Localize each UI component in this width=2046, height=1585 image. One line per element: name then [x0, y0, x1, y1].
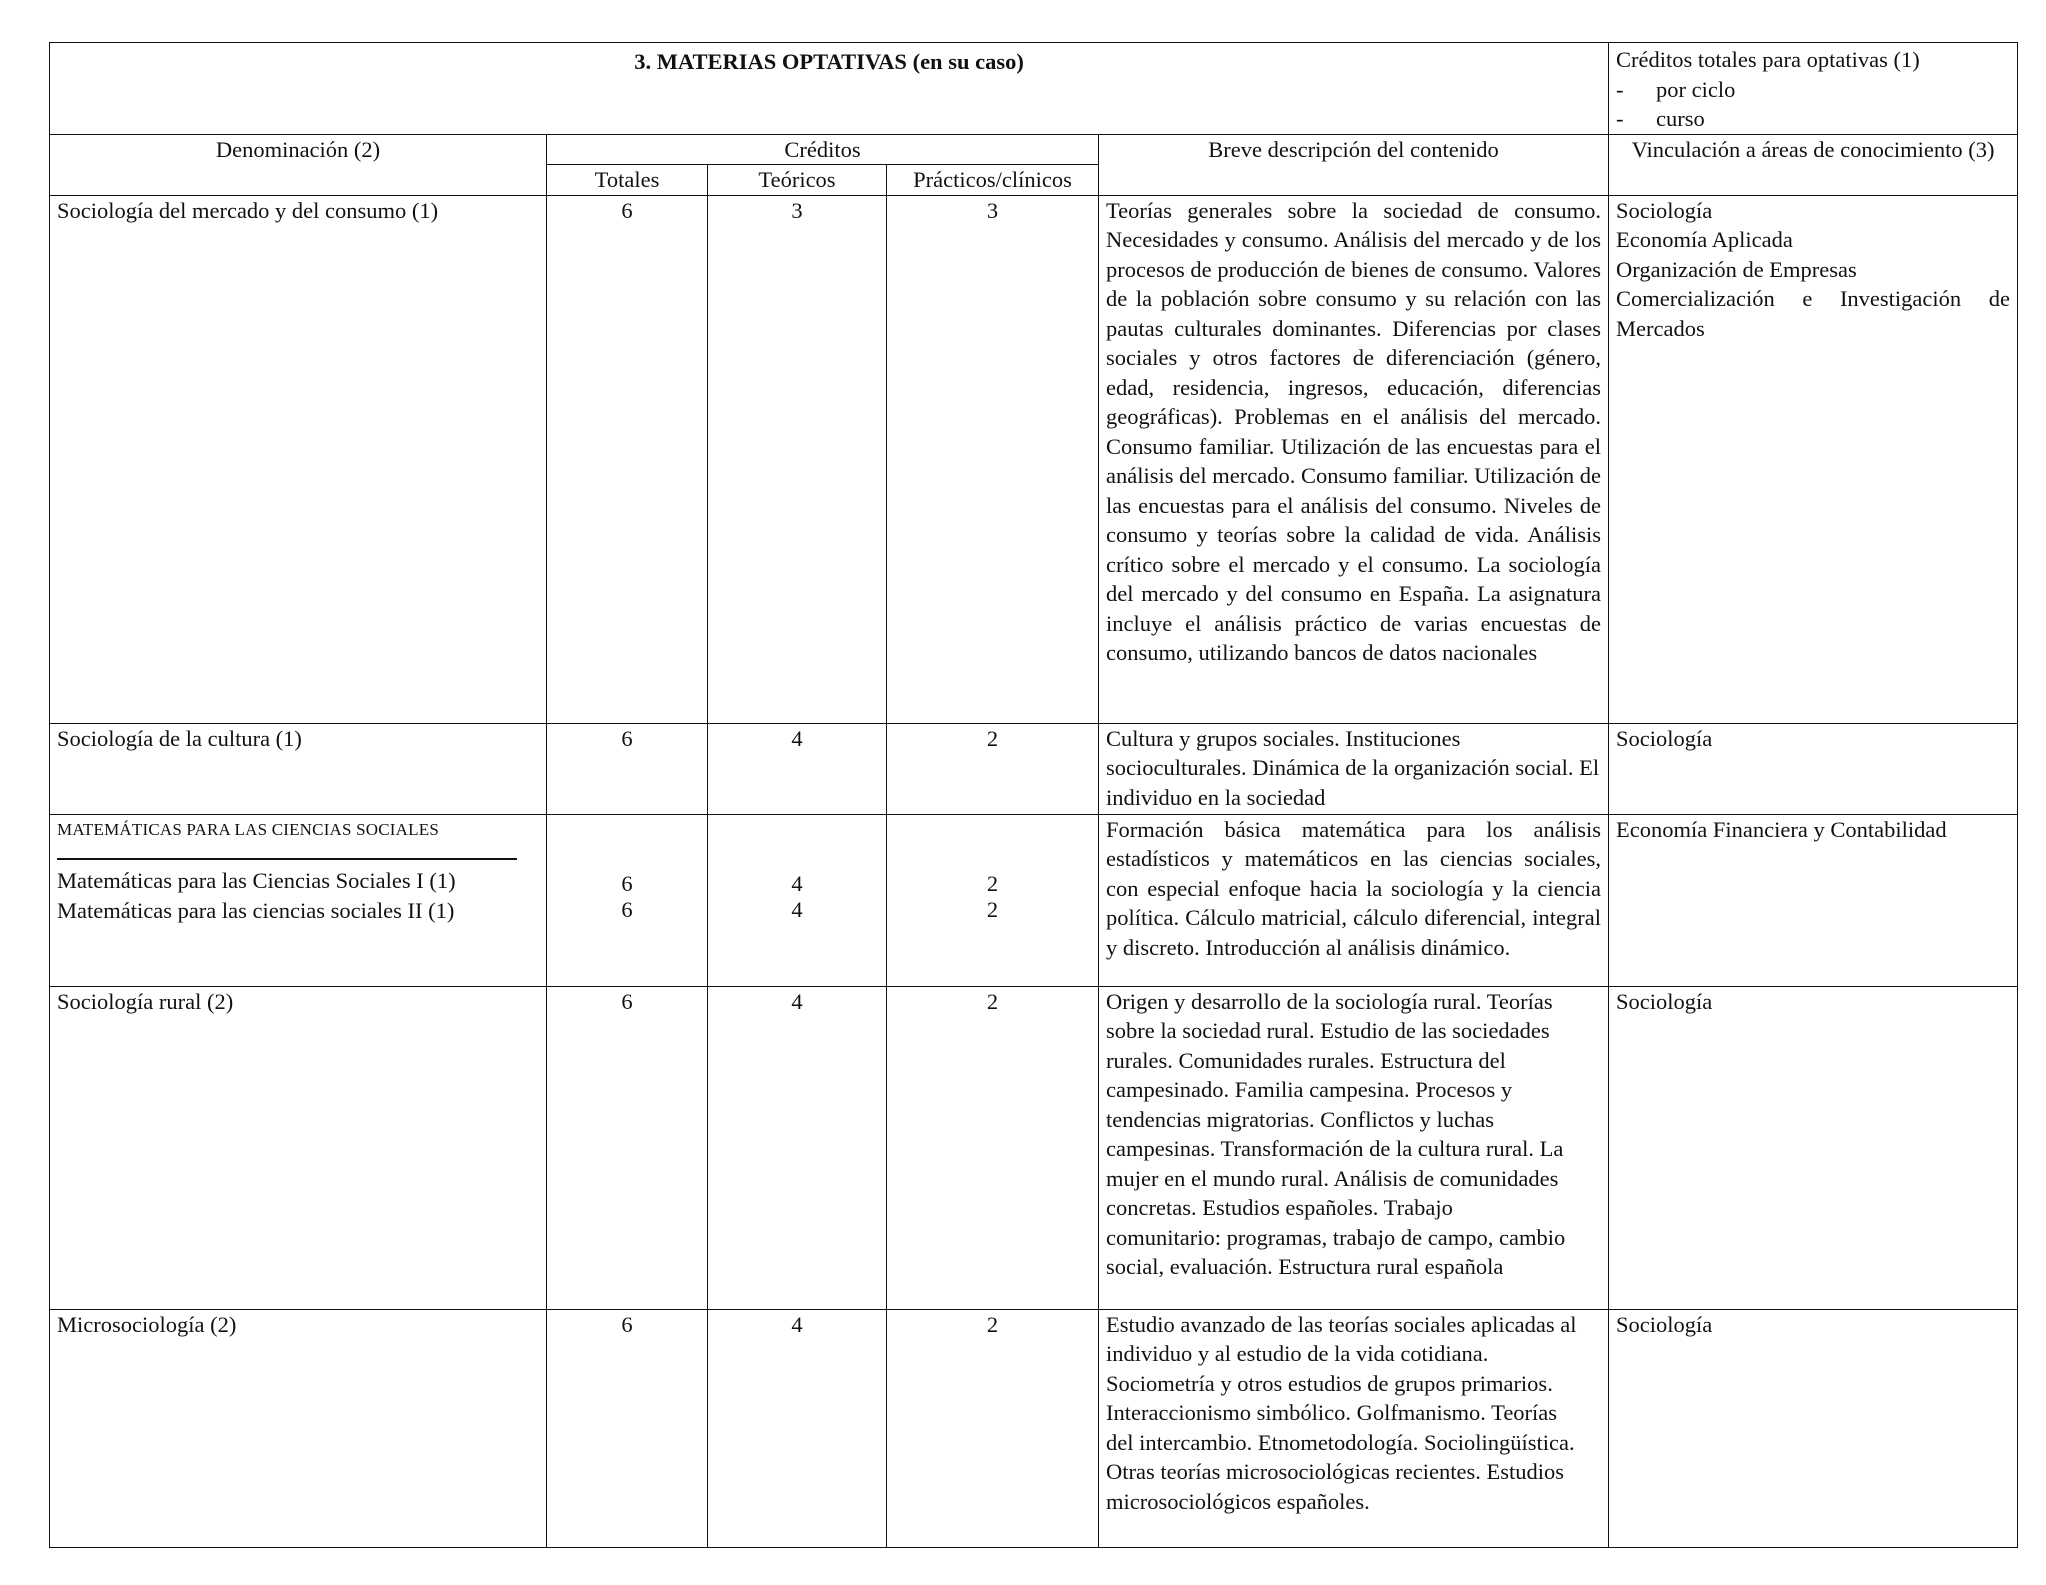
credits-teoricos: 4 [708, 986, 887, 1309]
credits-teoricos: 3 [708, 195, 887, 723]
table-row [50, 986, 2018, 1309]
subject-name: Microsociología (2) [50, 1309, 547, 1547]
col-creditos: Créditos [547, 134, 1099, 165]
table-row [50, 814, 2018, 986]
credits-totales: 6 [547, 986, 708, 1309]
credits-teoricos: 4 [708, 723, 887, 814]
subject-description: Teorías generales sobre la sociedad de consumo. Necesidades y consumo. Análisis del mercado y de los procesos de producción de bienes de consumo. Valores de la población sobre consumo y su relación con las pautas culturales dominantes. Diferencias por clases sociales y otros factores de diferenciación (género, edad, residencia, ingresos, educación, diferencias geográficas). Problemas en el análisis del mercado. Consumo familiar. Utilización de las encuestas para el análisis del mercado. Consumo familiar. Utilización de las encuestas para el análisis del consumo. Niveles de consumo y teorías sobre la calidad de vida. Análisis crítico sobre el mercado y el consumo. La sociología del mercado y del consumo en España. La asignatura incluye el análisis práctico de varias encuestas de consumo, utilizando bancos de datos nacionales [1099, 195, 1609, 723]
subject-name: Matemáticas para las ciencias sociales II (1) [57, 897, 455, 923]
credits-item [1616, 75, 2010, 105]
area-item: Economía Aplicada [1616, 227, 1793, 252]
area-item: Comercialización e Investigación de Mercados [1616, 286, 2011, 341]
credits-teoricos: 4 [708, 1309, 887, 1547]
credits-value: 2 [986, 897, 999, 922]
credits-practicos [887, 814, 1099, 986]
credits-totales: 6 [547, 1309, 708, 1547]
credits-list [1616, 75, 2010, 134]
credits-teoricos [708, 814, 887, 986]
subject-description: Estudio avanzado de las teorías sociales aplicadas al individuo y al estudio de la vida cotidiana. Sociometría y otros estudios de grupos primarios. Interaccionismo simbólico. Golfmanismo. Teorías del intercambio. Etnometodología. Sociolingüística. Otras teorías microsociológicas recientes. Estudios microsociológicos españoles. [1099, 1309, 1609, 1547]
credits-practicos: 2 [887, 986, 1099, 1309]
credits-totales: 6 [547, 723, 708, 814]
credits-value: 4 [791, 870, 803, 896]
subject-description: Cultura y grupos sociales. Instituciones socioculturales. Dinámica de la organización social. El individuo en la sociedad [1099, 723, 1609, 814]
subject-areas [1609, 1309, 2018, 1547]
area-item: Organización de Empresas [1616, 256, 1857, 282]
col-vinculacion: Vinculación a áreas de conocimiento (3) [1609, 134, 2018, 195]
credits-value: 2 [986, 870, 999, 896]
col-totales: Totales [547, 165, 708, 196]
group-title: MATEMÁTICAS PARA LAS CIENCIAS SOCIALES [57, 819, 439, 839]
subject-name: Sociología del mercado y del consumo (1) [50, 195, 547, 723]
subject-areas [1609, 814, 2018, 986]
subject-description: Origen y desarrollo de la sociología rural. Teorías sobre la sociedad rural. Estudio de las sociedades rurales. Comunidades rurales. Estructura del campesinado. Familia campesina. Procesos y tendencias migratorias. Conflictos y luchas campesinas. Transformación de la cultura rural. La mujer en el mundo rural. Análisis de comunidades concretas. Estudios españoles. Trabajo comunitario: programas, trabajo de campo, cambio social, evaluación. Estructura rural española [1099, 986, 1609, 1309]
credits-item-label: curso [1656, 106, 1705, 131]
credits-item-label: por ciclo [1656, 76, 1736, 102]
credits-item [1616, 104, 2010, 134]
area-item: Sociología [1616, 725, 1713, 751]
subject-areas [1609, 986, 2018, 1309]
credits-value: 4 [791, 897, 803, 922]
subject-description: Formación básica matemática para los análisis estadísticos y matemáticos en las ciencias sociales, con especial enfoque hacia la sociología y la ciencia política. Cálculo matricial, cálculo diferencial, integral y discreto. Introducción al análisis dinámico. [1099, 814, 1609, 986]
table-row [50, 195, 2018, 723]
subject-name: Matemáticas para las Ciencias Sociales I (1) [57, 868, 456, 893]
subject-name: Sociología rural (2) [50, 986, 547, 1309]
section-title [50, 43, 1609, 135]
col-descripcion: Breve descripción del contenido [1099, 134, 1609, 195]
subject-group [50, 814, 547, 986]
credits-totales: 6 [547, 195, 708, 723]
col-practicos: Prácticos/clínicos [887, 165, 1099, 196]
credits-total-cell [1609, 43, 2018, 135]
table-row [50, 1309, 2018, 1547]
section-title-text: 3. MATERIAS OPTATIVAS (en su caso) [634, 49, 1024, 74]
credits-practicos: 2 [887, 723, 1099, 814]
subject-areas [1609, 723, 2018, 814]
credits-practicos: 3 [887, 195, 1099, 723]
subject-areas [1609, 195, 2018, 723]
table-row [50, 723, 2018, 814]
dash-mark: - [1616, 76, 1624, 102]
credits-totales [547, 814, 708, 986]
column-header-row [50, 134, 2018, 165]
area-item: Economía Financiera y Contabilidad [1616, 816, 1947, 842]
col-denominacion: Denominación (2) [50, 134, 547, 195]
credits-practicos: 2 [887, 1309, 1099, 1547]
header-row [50, 43, 2018, 135]
dash-mark: - [1616, 106, 1624, 131]
group-divider [57, 858, 517, 860]
area-item: Sociología [1616, 1311, 1713, 1337]
col-teoricos: Teóricos [708, 165, 887, 196]
credits-value: 6 [621, 897, 633, 922]
credits-total-label: Créditos totales para optativas (1) [1616, 47, 1920, 72]
area-item: Sociología [1616, 988, 1713, 1014]
subject-name: Sociología de la cultura (1) [50, 723, 547, 814]
credits-value: 6 [621, 870, 633, 896]
area-item: Sociología [1616, 197, 1713, 223]
optativas-table [49, 42, 2018, 1548]
